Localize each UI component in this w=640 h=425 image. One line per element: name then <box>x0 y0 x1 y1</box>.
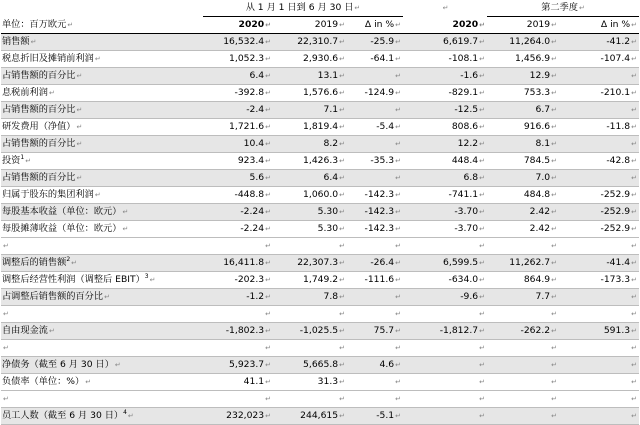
cell-h1-delta: -111.6↵ <box>347 272 403 289</box>
row-label: 投资$^1$↵ <box>1 153 203 170</box>
cell-h1-2019: 1,819.4↵ <box>273 119 347 136</box>
cell-q2-2019: 916.6↵ <box>487 119 559 136</box>
cell-q2-2019: 2.42↵ <box>487 204 559 221</box>
row-label: 调整后经营性利润（调整后 EBIT）$^3$↵ <box>1 272 203 289</box>
cell-q2-delta: -41.4↵ <box>559 255 639 272</box>
cell-q2-2019: 11,262.7↵ <box>487 255 559 272</box>
cell-q2-2020: ↵ <box>403 340 487 357</box>
cell-h1-2019: 7.8↵ <box>273 289 347 306</box>
footnote-marker: 1 <box>20 153 25 161</box>
row-label: 自由现金流↵ <box>1 323 203 340</box>
cell-q2-delta: ↵ <box>559 238 639 255</box>
cell-h1-2020: 5.6↵ <box>203 170 273 187</box>
cell-q2-delta: ↵ <box>559 102 639 119</box>
cell-h1-delta: ↵ <box>347 238 403 255</box>
cell-q2-2020: ↵ <box>403 391 487 408</box>
row-label: ↵ <box>1 391 203 408</box>
cell-q2-2020: 6.8↵ <box>403 170 487 187</box>
cell-q2-2019: 11,264.0↵ <box>487 34 559 51</box>
row-label: 净债务（截至 6 月 30 日）↵ <box>1 357 203 374</box>
cell-q2-2019: ↵ <box>487 306 559 323</box>
table-row <box>1 187 639 204</box>
header-gap: ↵ <box>442 4 449 13</box>
cell-q2-delta: -41.2↵ <box>559 34 639 51</box>
table-row <box>1 204 639 221</box>
table-row <box>1 323 639 340</box>
cell-q2-2019: 7.0↵ <box>487 170 559 187</box>
cell-h1-delta: ↵ <box>347 170 403 187</box>
cell-h1-delta: ↵ <box>347 374 403 391</box>
header-blank <box>1 0 203 17</box>
cell-q2-2019: 753.3↵ <box>487 85 559 102</box>
cell-q2-2020: -12.5↵ <box>403 102 487 119</box>
cell-h1-delta: ↵ <box>347 340 403 357</box>
cell-h1-2020: -392.8↵ <box>203 85 273 102</box>
cell-h1-2019: 1,749.2↵ <box>273 272 347 289</box>
cell-q2-2020: ↵ <box>403 306 487 323</box>
cell-h1-2019: 1,426.3↵ <box>273 153 347 170</box>
cell-h1-2020: -1.2↵ <box>203 289 273 306</box>
cell-q2-delta: ↵ <box>559 374 639 391</box>
table-row <box>1 340 639 357</box>
cell-h1-2019: 5.30↵ <box>273 204 347 221</box>
cell-q2-delta: -42.8↵ <box>559 153 639 170</box>
row-label: ↵ <box>1 306 203 323</box>
cell-h1-2020: 1,721.6↵ <box>203 119 273 136</box>
period-h1-header: 从 1 月 1 日到 6 月 30 日↵ <box>203 0 403 17</box>
cell-h1-2020: 6.4↵ <box>203 68 273 85</box>
cell-q2-2020: ↵ <box>403 357 487 374</box>
cell-h1-delta: ↵ <box>347 102 403 119</box>
cell-h1-delta: ↵ <box>347 391 403 408</box>
cell-q2-delta: -107.4↵ <box>559 51 639 68</box>
table-row <box>1 85 639 102</box>
cell-q2-2020: -3.70↵ <box>403 221 487 238</box>
cell-q2-2019: ↵ <box>487 374 559 391</box>
col-2020-h1: 2020↵ <box>203 17 273 34</box>
cell-q2-2019: ↵ <box>487 357 559 374</box>
footnote-marker: 3 <box>144 272 149 280</box>
footnote-marker: 4 <box>123 408 127 416</box>
cell-h1-2019: 7.1↵ <box>273 102 347 119</box>
row-label: 调整后的销售额$^2$↵ <box>1 255 203 272</box>
cell-h1-delta: 75.7↵ <box>347 323 403 340</box>
cell-h1-2019: 5,665.8↵ <box>273 357 347 374</box>
unit-label: 单位：百万欧元↵ <box>1 17 203 34</box>
cell-q2-2020: 12.2↵ <box>403 136 487 153</box>
cell-h1-delta: 4.6↵ <box>347 357 403 374</box>
cell-h1-delta: -142.3↵ <box>347 204 403 221</box>
cell-h1-2020: ↵ <box>203 238 273 255</box>
cell-h1-delta: -5.1↵ <box>347 408 403 425</box>
table-row <box>1 68 639 85</box>
cell-q2-2020: -829.1↵ <box>403 85 487 102</box>
cell-h1-2020: 1,052.3↵ <box>203 51 273 68</box>
cell-h1-delta: ↵ <box>347 136 403 153</box>
cell-h1-2020: 16,411.8↵ <box>203 255 273 272</box>
cell-h1-2019: ↵ <box>273 340 347 357</box>
header-row-columns <box>1 17 639 34</box>
cell-q2-delta: ↵ <box>559 170 639 187</box>
cell-h1-2019: 1,576.6↵ <box>273 85 347 102</box>
table-row <box>1 119 639 136</box>
table-row <box>1 408 639 425</box>
cell-q2-delta: ↵ <box>559 68 639 85</box>
cell-h1-2020: 5,923.7↵ <box>203 357 273 374</box>
cell-q2-delta: ↵ <box>559 340 639 357</box>
cell-h1-2019: 244,615↵ <box>273 408 347 425</box>
cell-q2-delta: -252.9↵ <box>559 187 639 204</box>
cell-h1-delta: -124.9↵ <box>347 85 403 102</box>
cell-q2-2020: -634.0↵ <box>403 272 487 289</box>
cell-h1-2020: -2.4↵ <box>203 102 273 119</box>
table-row <box>1 136 639 153</box>
cell-q2-delta: ↵ <box>559 136 639 153</box>
col-delta-h1: Δ in %↵ <box>347 17 403 34</box>
cell-q2-2020: ↵ <box>403 374 487 391</box>
row-label: ↵ <box>1 340 203 357</box>
cell-h1-2020: -448.8↵ <box>203 187 273 204</box>
cell-h1-2020: 10.4↵ <box>203 136 273 153</box>
cell-h1-delta: -142.3↵ <box>347 187 403 204</box>
table-row <box>1 170 639 187</box>
cell-q2-2019: 6.7↵ <box>487 102 559 119</box>
cell-q2-delta: -210.1↵ <box>559 85 639 102</box>
cell-q2-2019: ↵ <box>487 408 559 425</box>
row-label: 占销售额的百分比↵ <box>1 136 203 153</box>
header-row-periods <box>1 0 639 17</box>
col-delta-q2: Δ in %↵ <box>559 17 639 34</box>
table-row <box>1 34 639 51</box>
table-row <box>1 238 639 255</box>
cell-h1-delta: ↵ <box>347 68 403 85</box>
cell-q2-2019: 784.5↵ <box>487 153 559 170</box>
table-row <box>1 306 639 323</box>
cell-h1-delta: -26.4↵ <box>347 255 403 272</box>
table-row <box>1 102 639 119</box>
cell-h1-2019: 13.1↵ <box>273 68 347 85</box>
cell-h1-delta: -64.1↵ <box>347 51 403 68</box>
cell-h1-2019: 1,060.0↵ <box>273 187 347 204</box>
cell-h1-2019: -1,025.5↵ <box>273 323 347 340</box>
row-label: 占销售额的百分比↵ <box>1 102 203 119</box>
cell-q2-delta: ↵ <box>559 408 639 425</box>
cell-q2-2020: 448.4↵ <box>403 153 487 170</box>
cell-h1-delta: -5.4↵ <box>347 119 403 136</box>
cell-q2-2020: -108.1↵ <box>403 51 487 68</box>
cell-q2-2020: 6,619.7↵ <box>403 34 487 51</box>
cell-q2-2019: 8.1↵ <box>487 136 559 153</box>
cell-q2-2019: 484.8↵ <box>487 187 559 204</box>
cell-q2-2020: -741.1↵ <box>403 187 487 204</box>
col-2020-q2: 2020↵ <box>403 17 487 34</box>
cell-h1-2020: -2.24↵ <box>203 221 273 238</box>
table-row <box>1 391 639 408</box>
cell-h1-2019: 22,310.7↵ <box>273 34 347 51</box>
cell-h1-2020: 923.4↵ <box>203 153 273 170</box>
cell-q2-2020: -1.6↵ <box>403 68 487 85</box>
cell-h1-2019: 5.30↵ <box>273 221 347 238</box>
cell-q2-2019: -262.2↵ <box>487 323 559 340</box>
row-label: 销售额↵ <box>1 34 203 51</box>
cell-q2-2019: 7.7↵ <box>487 289 559 306</box>
cell-q2-delta: -11.8↵ <box>559 119 639 136</box>
cell-h1-2020: 16,532.4↵ <box>203 34 273 51</box>
cell-q2-2020: -9.6↵ <box>403 289 487 306</box>
col-2019-q2: 2019↵ <box>487 17 559 34</box>
table-row <box>1 153 639 170</box>
cell-h1-2019: ↵ <box>273 238 347 255</box>
cell-q2-2019: 1,456.9↵ <box>487 51 559 68</box>
cell-h1-delta: -25.9↵ <box>347 34 403 51</box>
cell-q2-2019: ↵ <box>487 340 559 357</box>
cell-q2-2019: ↵ <box>487 391 559 408</box>
cell-q2-2019: ↵ <box>487 238 559 255</box>
period-q2-header: 第二季度↵ <box>487 0 639 17</box>
table-row <box>1 357 639 374</box>
row-label: 占销售额的百分比↵ <box>1 68 203 85</box>
cell-h1-delta: -35.3↵ <box>347 153 403 170</box>
cell-q2-2020: ↵ <box>403 238 487 255</box>
col-2019-h1: 2019↵ <box>273 17 347 34</box>
cell-h1-2020: -2.24↵ <box>203 204 273 221</box>
row-label: 负债率（单位：%）↵ <box>1 374 203 391</box>
row-label: 占销售额的百分比↵ <box>1 170 203 187</box>
row-label: 归属于股东的集团利润↵ <box>1 187 203 204</box>
table-row <box>1 221 639 238</box>
cell-h1-2020: -202.3↵ <box>203 272 273 289</box>
cell-h1-2019: 8.2↵ <box>273 136 347 153</box>
cell-h1-2020: 41.1↵ <box>203 374 273 391</box>
cell-h1-delta: ↵ <box>347 289 403 306</box>
cell-h1-2020: 232,023↵ <box>203 408 273 425</box>
row-label: 每股摊薄收益（单位：欧元）↵ <box>1 221 203 238</box>
cell-q2-delta: -252.9↵ <box>559 204 639 221</box>
row-label: 税息折旧及摊销前利润↵ <box>1 51 203 68</box>
cell-h1-delta: -142.3↵ <box>347 221 403 238</box>
cell-h1-2020: ↵ <box>203 340 273 357</box>
cell-q2-2020: ↵ <box>403 408 487 425</box>
cell-h1-2019: 2,930.6↵ <box>273 51 347 68</box>
row-label: 员工人数（截至 6 月 30 日）$^4$↵ <box>1 408 203 425</box>
cell-q2-2019: 864.9↵ <box>487 272 559 289</box>
cell-q2-2020: -1,812.7↵ <box>403 323 487 340</box>
cell-h1-2019: 6.4↵ <box>273 170 347 187</box>
cell-q2-delta: -173.3↵ <box>559 272 639 289</box>
cell-q2-delta: ↵ <box>559 391 639 408</box>
table-row <box>1 289 639 306</box>
cell-h1-2019: ↵ <box>273 391 347 408</box>
footnote-marker: 2 <box>66 255 71 263</box>
row-label: ↵ <box>1 238 203 255</box>
row-label: 占调整后销售额的百分比↵ <box>1 289 203 306</box>
cell-q2-delta: ↵ <box>559 357 639 374</box>
cell-q2-delta: 591.3↵ <box>559 323 639 340</box>
table-row <box>1 374 639 391</box>
cell-q2-2020: 808.6↵ <box>403 119 487 136</box>
cell-h1-2020: ↵ <box>203 391 273 408</box>
row-label: 每股基本收益（单位：欧元）↵ <box>1 204 203 221</box>
cell-h1-2019: 31.3↵ <box>273 374 347 391</box>
cell-q2-delta: ↵ <box>559 289 639 306</box>
cell-q2-2020: -3.70↵ <box>403 204 487 221</box>
table-row <box>1 255 639 272</box>
cell-h1-2020: -1,802.3↵ <box>203 323 273 340</box>
cell-q2-delta: -252.9↵ <box>559 221 639 238</box>
cell-h1-2020: ↵ <box>203 306 273 323</box>
row-label: 息税前利润↵ <box>1 85 203 102</box>
cell-h1-2019: ↵ <box>273 306 347 323</box>
cell-q2-2019: 2.42↵ <box>487 221 559 238</box>
cell-h1-delta: ↵ <box>347 306 403 323</box>
row-label: 研发费用（净值）↵ <box>1 119 203 136</box>
cell-h1-2019: 22,307.3↵ <box>273 255 347 272</box>
cell-q2-2020: 6,599.5↵ <box>403 255 487 272</box>
table-row <box>1 51 639 68</box>
table-row <box>1 272 639 289</box>
cell-q2-2019: 12.9↵ <box>487 68 559 85</box>
cell-q2-delta: ↵ <box>559 306 639 323</box>
financial-summary-table <box>1 0 639 425</box>
